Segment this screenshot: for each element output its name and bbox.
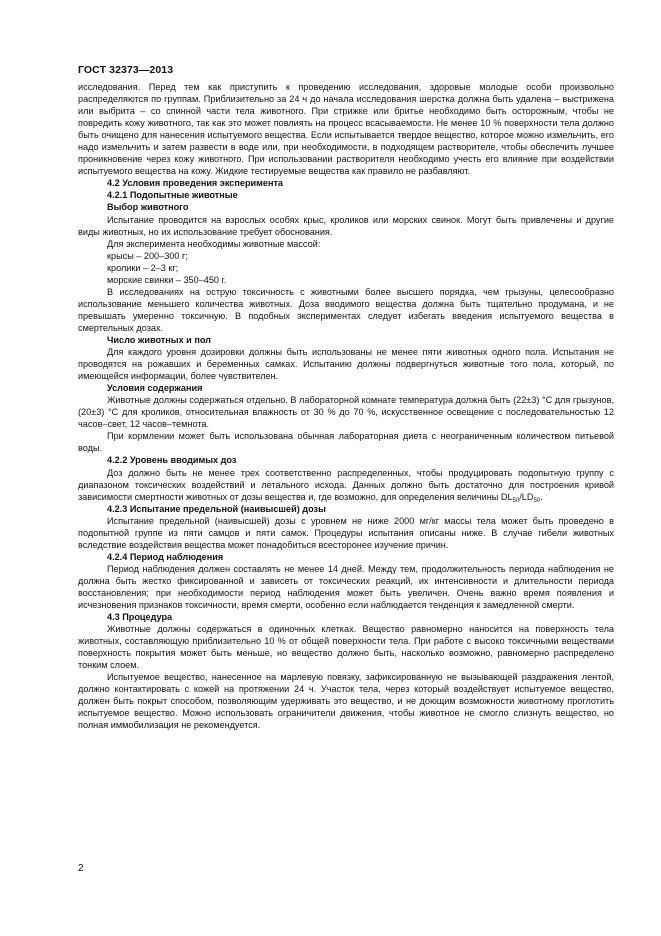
heading-4-2-2: 4.2.2 Уровень вводимых доз [107,455,237,466]
document-header: ГОСТ 32373—2013 [78,64,174,76]
paragraph-limit-dose: Испытание предельной (наивысшей) дозы с уровнем не ниже 2000 мг/кг массы тела может быть проведено в подопытной группе из пяти самцов и пяти самок. Процедуры испытания описаны ниже. В случае гибели животных вследствие воздействия вещества может понадобиться всесторонее изучение причин. [78,515,614,550]
paragraph-doses [78,467,614,503]
heading-4-3: 4.3 Процедура [107,612,173,623]
ld-subscript: 50 [533,497,541,504]
ld-text: /LD [519,491,534,502]
paragraph-animal-choice: Испытание проводится на взрослых особях крыс, кроликов или морских свинок. Могут быть привлечены и другие виды животных, но их использование требует обоснования. [78,214,614,237]
page-number: 2 [78,863,84,874]
heading-4-2-4: 4.2.4 Период наблюдения [107,551,224,562]
list-item-guinea-pigs: морские свинки – 350–450 г. [107,274,227,285]
paragraph-intro: исследования. Перед тем как приступить к проведению исследования, здоровые молодые особи произвольно распределяются по группам. Приблизительно за 24 ч до начала исследования шерстка должна быть удалена – выстрижена или выбрита – со спинной части тела животного. При стрижке или бритье необходимо быть осторожным, чтобы не повредить кожу животного, так как это может повлиять на процесс всасываемости. Не менее 10 % поверхности тела должно быть очищено для нанесения испытуемого вещества. Если испытывается твердое вещество, которое можно измельчить, его надо измельчить и затем развести в воде или, при необходимости, в подходящем растворителе, чтобы обеспечить лучшее проникновение через кожу животного. При использовании растворителя необходимо учесть его влияние при воздействии испытуемого вещества на кожу. Жидкие тестируемые вещества как правило не разбавляют. [78,82,614,177]
heading-animal-count: Число животных и пол [107,334,211,345]
heading-4-2-1: 4.2.1 Подопытные животные [107,190,238,201]
paragraph-animal-count: Для каждого уровня дозировки должны быть использованы не менее пяти животных одного пола. Испытания не проводятся на рожавших и беременных самках. Испытанию должны подвергнуться животные того пола, который, по имеющейся информации, более чувствителен. [78,347,614,382]
list-item-rabbits: кролики – 2–3 кг; [107,262,179,273]
doses-text: Доз должно быть не менее трех соответственно распределенных, чтобы продуцировать подопытную группу с диапазоном токсических воздействий и летального исхода. Данных должно быть достаточно для построения кривой зависимости смертности животных от дозы вещества и, где возможно, для определения величины DL [78,467,614,502]
paragraph-observation: Период наблюдения должен составлять не менее 14 дней. Между тем, продолжительность периода наблюдения не должна быть жестко фиксированной и зависеть от токсических реакций, их интенсивности и длительности периода восстановления; при необходимости период наблюдения может быть увеличен. Очень важно время появления и исчезновения признаков токсичности, время смерти, особенно если наблюдается тенденция к замедленной смерти. [78,563,614,611]
paragraph-feeding: При кормлении может быть использована обычная лабораторная диета с неограниченным количеством питьевой воды. [78,431,614,454]
doses-end: . [540,491,543,502]
paragraph-housing: Животные должны содержаться отдельно. В лабораторной комнате температура должна быть (22±3) °С для грызунов, (20±3) °С для кроликов, относительная влажность от 30 % до 70 %, искусственное освещение с последовательностью 12 часов–свет, 12 часов–темнота. [78,395,614,430]
dl-subscript: 50 [512,497,520,504]
paragraph-gauze: Испытуемое вещество, нанесенное на марлевую повязку, зафиксированную не вызывающей раздражения лентой, должно контактировать с кожей на протяжении 24 ч. Участок тела, через который воздействует испытуемое вещество, должен быть покрыт способом, позволяющим удерживать это вещество, и не доющим возможности животному проглотить испытуемое вещество. Можно использовать ограничители движения, чтобы животное не смогло слизнуть вещество, но полная иммобилизация не рекомендуется. [78,672,614,731]
list-item-rats: крысы – 200–300 г; [107,250,188,261]
paragraph-procedure: Животные должны содержаться в одиночных клетках. Вещество равномерно наносится на поверхность тела животных, составляющую приблизительно 10 % от общей поверхности тела. При работе с высоко токсичными веществами поверхность покрытия может быть меньше, но вещество должно быть, насколько возможно, равномерно распределено тонким слоем. [78,624,614,671]
paragraph-acute-toxicity: В исследованиях на острую токсичность с животными более высшего порядка, чем грызуны, целесообразно использование меньшего количества животных. Доза вводимого вещества должна быть тщательно продумана, и не превышать умеренно токсичную. В подобных экспериментах следует избегать введения испытуемого вещества в смертельных дозах. [78,286,614,333]
heading-4-2-3: 4.2.3 Испытание предельной (наивысшей) дозы [107,503,326,514]
heading-4-2: 4.2 Условия проведения эксперимента [107,178,284,189]
heading-animal-choice: Выбор животного [107,202,189,213]
document-body [78,81,614,732]
heading-housing: Условия содержания [107,383,203,394]
paragraph-mass-intro: Для эксперимента необходимы животные массой: [107,238,321,249]
